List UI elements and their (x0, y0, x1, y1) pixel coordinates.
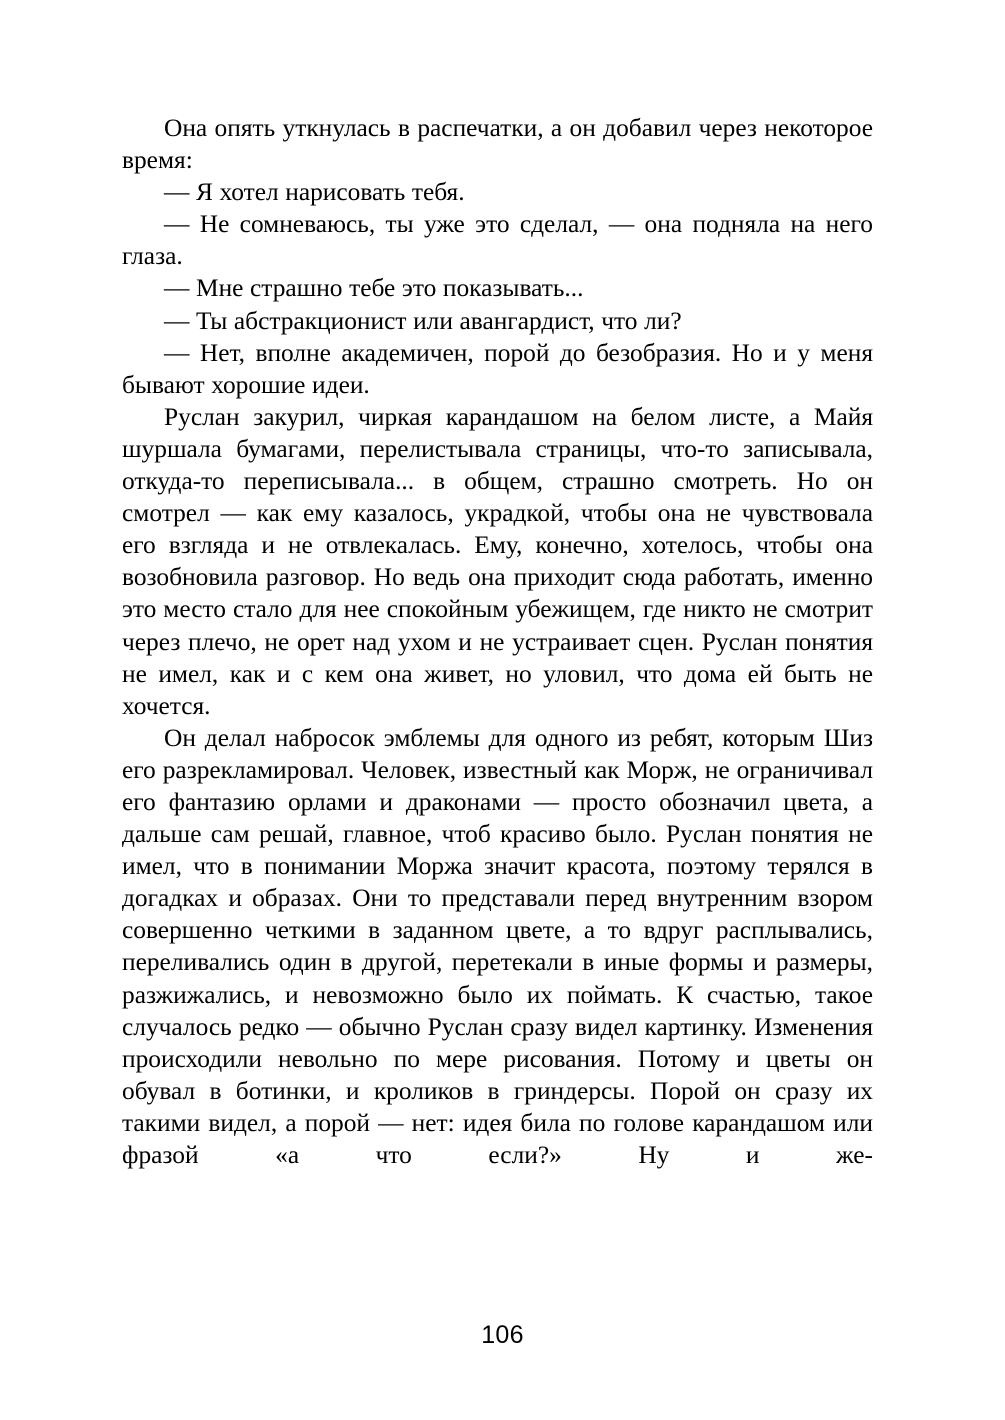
paragraph: Руслан закурил, чиркая карандашом на белом листе, а Майя шуршала бумагами, перелистывала страницы, что-то записывала, откуда-то переписывала... в общем, страшно смотреть. Но он смотрел — как ему казалось, украдкой, чтобы она не чувствовала его взгляда и не отвлекалась. Ему, конечно, хотелось, чтобы она возобновила разговор. Но ведь она приходит сюда работать, именно это место стало для нее спокойным убежищем, где никто не смотрит через плечо, не орет над ухом и не устраивает сцен. Руслан понятия не имел, как и с кем она живет, но уловил, что дома ей быть не хочется. (122, 402, 873, 720)
dialogue-line: — Я хотел нарисовать тебя. (164, 178, 465, 207)
paragraph: Она опять уткнулась в распечатки, а он добавил через некоторое время: (122, 114, 873, 175)
dialogue-line: — Не сомневаюсь, ты уже это сделал, — она подняла на него глаза. (122, 210, 873, 271)
dialogue-line: — Ты абстракционист или авангардист, что ли? (164, 306, 682, 335)
dialogue-line: — Мне страшно тебе это показывать... (164, 274, 584, 303)
page-number: 106 (481, 1321, 524, 1349)
body-text-column (122, 112, 873, 1203)
dialogue-line: — Нет, вполне академичен, порой до безобразия. Но и у меня бывают хорошие идеи. (122, 338, 873, 399)
paragraph: Он делал набросок эмблемы для одного из ребят, которым Шиз его разрекламировал. Человек, известный как Морж, не ограничивал его фантазию орлами и драконами — просто обозначил цвета, а дальше сам решай, главное, чтоб красиво было. Руслан понятия не имел, что в понимании Моржа значит красота, поэтому терялся в догадках и образах. Они то представали перед внутренним взором совершенно четкими в заданном цвете, а то вдруг расплывались, переливались один в другой, перетекали в иные формы и размеры, разжижались, и невозможно было их поймать. К счастью, такое случалось редко — обычно Руслан сразу видел картинку. Изменения происходили невольно по мере рисования. Потому и цветы он обувал в ботинки, и кроликов в гриндерсы. Порой он сразу их такими видел, а порой — нет: идея била по голове карандашом или фразой «а что если?» Ну и же- (122, 723, 873, 1169)
